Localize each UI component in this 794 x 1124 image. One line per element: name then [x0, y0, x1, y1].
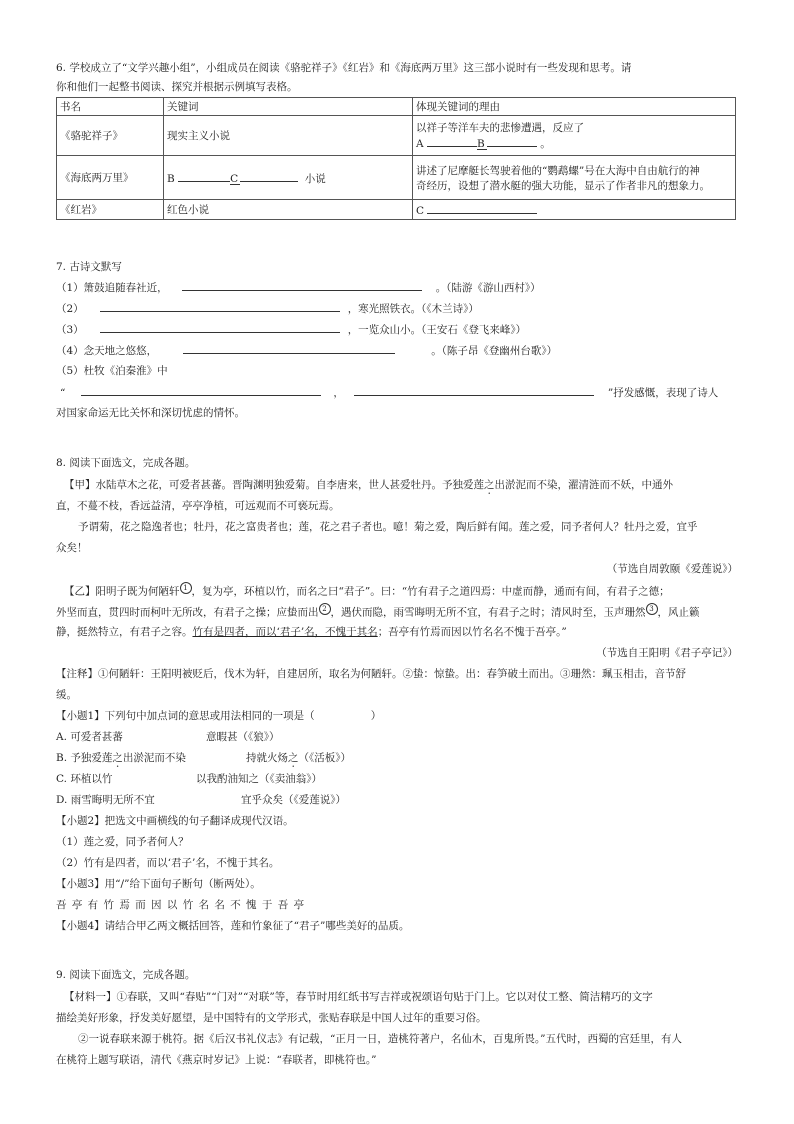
answer-blank-b[interactable] [178, 170, 230, 182]
blank-label-c: C [230, 172, 239, 185]
sub-question-2: 【小题2】把选文中画横线的句子翻译成现代汉语。 [56, 815, 294, 827]
blank-label-a: A [416, 138, 424, 150]
table-row [57, 156, 736, 200]
reason-text: 讲述了尼摩艇长驾驶着他的“鹦鹉螺”号在大海中自由航行的神 [416, 164, 700, 177]
annotation: 【注释】①何陋轩：王阳明被贬后，伐木为轩，自建居所，取名为何陋轩。②蛰：惊蛰。出：春笋破土而出。③珊然：珮玉相击，音节舒 [56, 668, 686, 680]
passage-jia: 直，不蔓不枝，香远益清，亭亭净植，可远观而不可亵玩焉。 [56, 500, 340, 512]
option-a-compare: 意暇甚（《狼》） [206, 731, 280, 743]
passage-jia: 众矣！ [56, 542, 88, 554]
punctuate-sentence: 吾 亭 有 竹 焉 而 因 以 竹 名 名 不 愧 于 吾 亭 [56, 899, 306, 911]
sub-question-4: 【小题4】请结合甲乙两文概括回答，莲和竹象征了“君子”哪些美好的品质。 [56, 920, 410, 932]
book-name: 《海底两万里》 [57, 156, 164, 200]
underlined-sentence: 竹有是四者，而以‘君子’名，不愧于其名 [192, 626, 378, 638]
poem-line-7: 对国家命运无比关怀和深切忧虑的情怀。 [56, 407, 245, 419]
table-header: 关键词 [164, 98, 413, 116]
q9-title: 9. 阅读下面选文，完成各题。 [56, 969, 196, 981]
reason-text: 奇经历，设想了潜水艇的强大功能，显示了作者非凡的想象力。 [416, 179, 710, 192]
q6-line2: 你和他们一起整书阅读、探究并根据示例填写表格。 [56, 81, 298, 93]
answer-blank[interactable] [182, 279, 422, 291]
passage-yi: 外坚而直，贯四时而柯叶无所改，有君子之操；应蛰而出 2 ，遇伏而隐，雨雪晦明无所不宜，有君子之时；清风时至，玉声珊然 3 ，风止籁 [56, 605, 700, 619]
keyword: 红色小说 [164, 200, 413, 220]
poem-line-4: （4）念天地之悠悠， 。（陈子昂《登幽州台歌》） [56, 342, 557, 358]
material-1: 在桃符上题写联语，清代《燕京时岁记》上说：“春联者，即桃符也。” [56, 1054, 377, 1066]
keyword: 现实主义小说 [164, 116, 413, 156]
keyword-cell [164, 156, 413, 200]
blank-label-c: C [416, 205, 425, 217]
option-c-compare: 以我酌油知之（《卖油翁》） [196, 773, 322, 785]
material-1: ②一说春联来源于桃符。据《后汉书礼仪志》有记载，“正月一日，造桃符著户，名仙木，百鬼所畏。”五代时，西蜀的宫廷里，有人 [78, 1033, 682, 1045]
passage-jia: 【甲】水陆草木之花，可爱者甚蕃。晋陶渊明独爱菊。自李唐来，世人甚爱牡丹。予独爱莲之出淤泥而不染，濯清涟而不妖，中通外 [64, 479, 673, 491]
annotation: 缓。 [56, 689, 77, 701]
answer-blank[interactable] [100, 300, 340, 312]
translate-item-1: （1）莲之爱，同予者何人？ [56, 836, 189, 848]
source-yi: （节选自王阳明《君子亭记》） [596, 647, 738, 659]
reason-cell [413, 116, 736, 156]
option-d[interactable]: D. 雨雪晦明无所不宜 [56, 794, 155, 806]
option-b[interactable]: B. 予独爱莲之出淤泥而不染 [56, 752, 186, 764]
answer-blank[interactable] [100, 321, 340, 333]
poem-line-6: “ ， ”抒发感慨，表现了诗人 [60, 384, 718, 400]
q6-line1: 6. 学校成立了“文学兴趣小组”，小组成员在阅读《骆驼祥子》《红岩》和《海底两万里》这三部小说时有一些发现和思考。请 [56, 62, 632, 74]
passage-yi: 静，挺然特立，有君子之容。竹有是四者，而以‘君子’名，不愧于其名；吾亭有竹焉而因以竹名名不愧于吾亭。” [56, 626, 567, 638]
book-keyword-table [56, 97, 736, 220]
translate-item-2: （2）竹有是四者，而以‘君子’名，不愧于其名。 [56, 857, 280, 869]
passage-yi: 【乙】阳明子既为何陋轩 1 ，复为亭，环植以竹，而名之曰“君子”。曰：“竹有君子之道四焉：中虚而静，通而有间，有君子之德； [64, 584, 670, 598]
blank-label-b: B [167, 172, 175, 185]
poem-line-2: （2） ，寒光照铁衣。（《木兰诗》） [56, 300, 479, 316]
option-c[interactable]: C. 环植以竹 [56, 773, 113, 785]
answer-blank-b[interactable] [487, 135, 537, 147]
option-a[interactable]: A. 可爱者甚蕃 [56, 731, 123, 743]
answer-blank-c[interactable] [427, 202, 537, 214]
poem-line-1: （1）箫鼓追随春社近， 。（陆游《游山西村》） [56, 279, 541, 295]
option-b-compare: 持就火炀之（《活板》） [246, 752, 351, 764]
reason-text: 以祥子等洋车夫的悲惨遭遇，反应了 [416, 122, 584, 134]
book-name: 《骆驼祥子》 [57, 116, 164, 156]
answer-blank-a[interactable] [427, 135, 477, 147]
table-row [57, 200, 736, 220]
source-jia: （节选自周敦颐《爱莲说》） [606, 563, 738, 575]
passage-jia: 予谓菊，花之隐逸者也；牡丹，花之富贵者也；莲，花之君子者也。噫！菊之爱，陶后鲜有闻。莲之爱，同予者何人？牡丹之爱，宜乎 [78, 521, 698, 533]
table-row [57, 116, 736, 156]
q7-title: 7. 古诗文默写 [56, 261, 122, 273]
period: 。 [540, 138, 551, 150]
material-1: 【材料一】①春联，又叫“春贴”“门对”“对联”等，春节时用红纸书写吉祥或祝颂语句贴于门上。它以对仗工整、简洁精巧的文字 [64, 991, 653, 1003]
sub-question-3: 【小题3】用“/”给下面句子断句（断两处）。 [56, 878, 261, 890]
answer-blank[interactable] [81, 384, 321, 396]
sub-question-1: 【小题1】下列句中加点词的意思或用法相同的一项是（ ） [56, 710, 382, 722]
q8-title: 8. 阅读下面选文，完成各题。 [56, 457, 196, 469]
material-1: 描绘美好形象，抒发美好愿望，是中国特有的文学形式，张贴春联是中国人过年的重要习俗。 [56, 1012, 487, 1024]
blank-label-b: B [477, 138, 487, 150]
book-name: 《红岩》 [57, 200, 164, 220]
answer-blank[interactable] [354, 384, 594, 396]
keyword-suffix: 小说 [304, 172, 326, 185]
poem-line-5: （5）杜牧《泊秦淮》中 [56, 365, 168, 377]
reason-cell [413, 200, 736, 220]
table-header: 书名 [57, 98, 164, 116]
answer-blank-c[interactable] [240, 170, 298, 182]
poem-line-3: （3） ，一览众山小。（王安石《登飞来峰》） [56, 321, 526, 337]
reason-cell [413, 156, 736, 200]
table-header: 体现关键词的理由 [413, 98, 736, 116]
option-d-compare: 宜乎众矣（《爱莲说》） [241, 794, 346, 806]
answer-blank[interactable] [183, 342, 395, 354]
